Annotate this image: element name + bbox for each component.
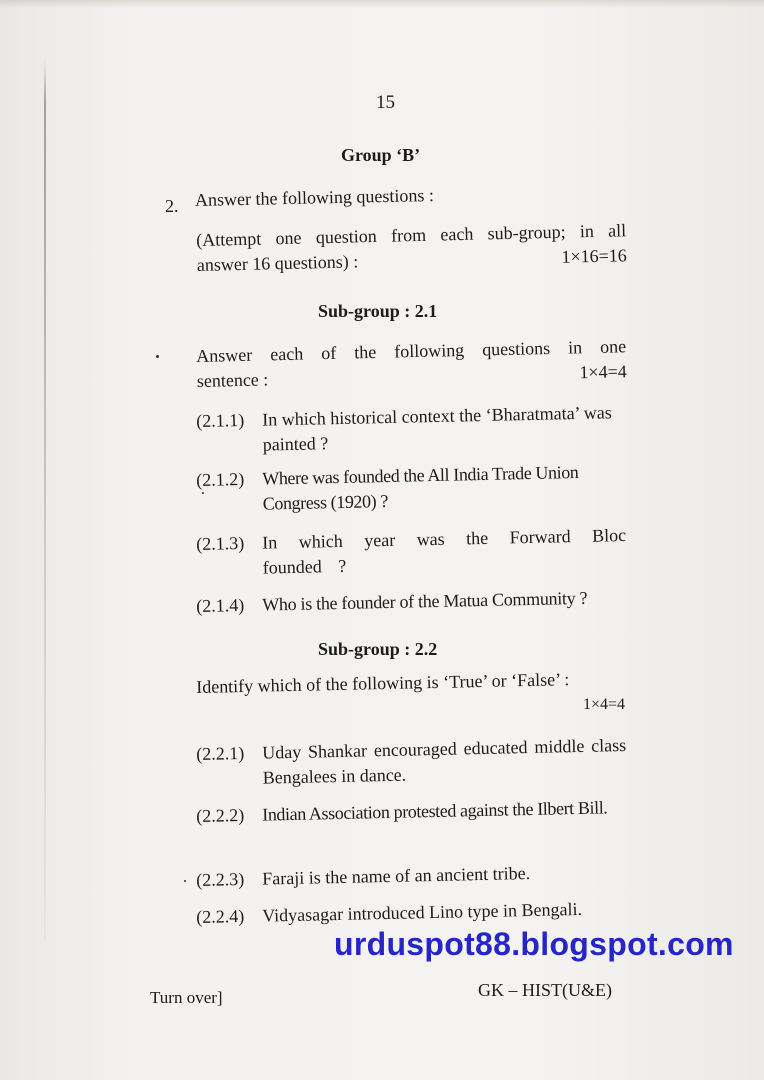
ink-dot [184, 880, 186, 882]
instruction-line-2: answer 16 questions) : [196, 251, 359, 275]
page-fold-line [44, 60, 46, 940]
item-number: (2.2.4) [196, 905, 245, 927]
page-number: 15 [376, 92, 395, 113]
item-number: (2.2.1) [196, 742, 245, 764]
item-number: (2.1.1) [196, 409, 245, 431]
item-text: Uday Shankar encouraged educated middle class Bengalees in dance. [262, 734, 627, 788]
subgroup-2-1-marks: 1×4=4 [579, 361, 627, 383]
footer-paper-code: GK – HIST(U&E) [478, 980, 612, 1000]
subgroup-2-1-title: Sub-group : 2.1 [318, 301, 438, 321]
item-number: (2.1.3) [196, 532, 245, 554]
ink-dot [202, 492, 204, 494]
item-text: Where was founded the All India Trade Union Congress (1920) ? [262, 461, 579, 514]
item-number: (2.2.2) [196, 804, 245, 826]
subgroup-2-1-instruction-line-2: sentence : [196, 369, 269, 391]
footer-turn-over: Turn over] [150, 988, 223, 1007]
item-text: Indian Association protested against the Ilbert Bill. [262, 797, 608, 825]
group-title: Group ‘B’ [341, 145, 421, 165]
item-text: Vidyasagar introduced Lino type in Bengali. [262, 898, 583, 926]
bullet-dot [156, 355, 159, 358]
question-instruction [196, 218, 627, 278]
item-number: (2.2.3) [196, 868, 245, 890]
item-text: In which year was the Forward Bloc founded ? [262, 524, 627, 578]
question-text: Answer the following questions : [194, 184, 435, 210]
subgroup-2-2-instruction: Identify which of the following is ‘True’ or ‘False’ : [196, 669, 570, 697]
item-text: In which historical context the ‘Bharatmata’ was painted ? [262, 402, 612, 455]
top-shadow [0, 0, 764, 8]
subgroup-2-2-marks: 1×4=4 [583, 696, 626, 713]
item-number: (2.1.4) [196, 594, 245, 616]
item-number: (2.1.2) [196, 468, 245, 490]
item-text: Faraji is the name of an ancient tribe. [262, 863, 531, 889]
blog-watermark: urduspot88.blogspot.com [334, 926, 734, 962]
subgroup-2-1-instruction-line-1: Answer each of the following questions in one [196, 336, 627, 366]
total-marks: 1×16=16 [561, 245, 627, 267]
item-text: Who is the founder of the Matua Community ? [262, 587, 588, 615]
question-number: 2. [165, 196, 179, 216]
instruction-line-1: (Attempt one question from each sub-group; in all [196, 220, 627, 250]
subgroup-2-1-instruction [196, 334, 627, 394]
subgroup-2-2-title: Sub-group : 2.2 [318, 639, 438, 659]
